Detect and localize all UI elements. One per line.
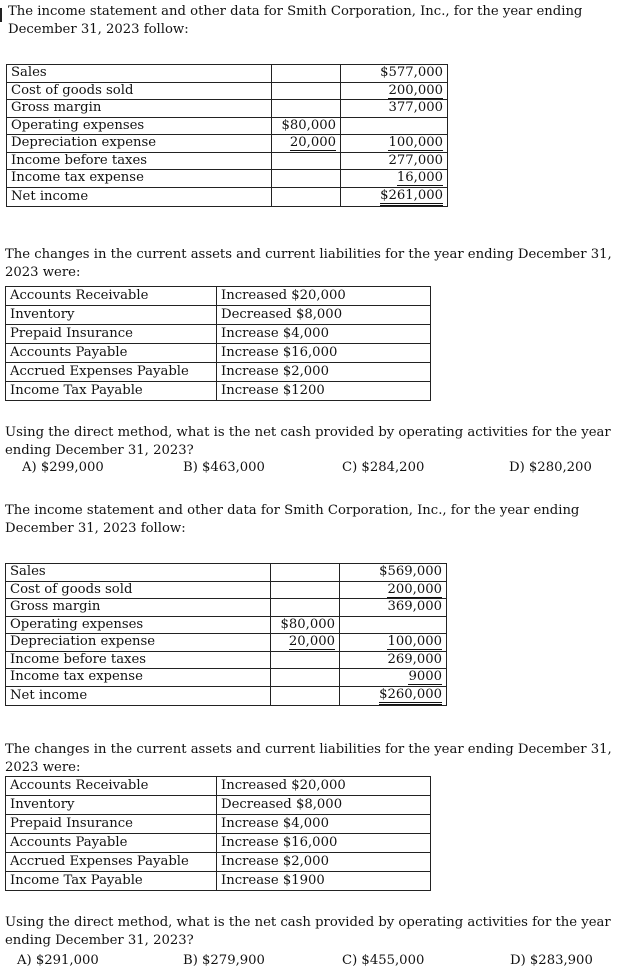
income-mid-value: 20,000 (288, 634, 335, 650)
changes-row (6, 872, 431, 891)
changes-row (6, 815, 431, 834)
change-item: Inventory (6, 306, 217, 325)
income-row (6, 599, 447, 617)
income-mid-value: 20,000 (289, 135, 336, 151)
option-b[interactable]: B) $279,900 (183, 953, 265, 968)
income-row (7, 117, 448, 135)
change-item: Inventory (6, 796, 217, 815)
income-row (6, 669, 447, 687)
problem-1-options (0, 460, 640, 478)
income-row (6, 686, 447, 705)
income-row (7, 187, 448, 206)
change-amount: Increase $4,000 (217, 325, 431, 344)
income-label: Operating expenses (10, 616, 144, 632)
change-item: Prepaid Insurance (6, 815, 217, 834)
option-b[interactable]: B) $463,000 (183, 460, 265, 475)
change-amount: Increase $16,000 (217, 344, 431, 363)
problem-1-income-statement (6, 64, 448, 207)
problem-2-question: Using the direct method, what is the net cash provided by operating activities for the year ending December 31, 2023? (5, 915, 611, 948)
income-label: Cost of goods sold (11, 82, 134, 98)
change-amount: Increased $20,000 (217, 287, 431, 306)
problem-1-intro: The income statement and other data for Smith Corporation, Inc., for the year ending December 31, 2023 follow: (8, 4, 583, 37)
option-c[interactable]: C) $284,200 (342, 460, 425, 475)
change-item: Accrued Expenses Payable (6, 363, 217, 382)
change-amount: Decreased $8,000 (217, 306, 431, 325)
problem-2-changes-table (5, 776, 431, 891)
income-right-value: $261,000 (380, 189, 443, 206)
income-label: Gross margin (10, 599, 101, 615)
change-amount: Increase $2,000 (217, 853, 431, 872)
income-right-value: 100,000 (388, 135, 443, 151)
income-row (6, 651, 447, 669)
changes-row (6, 853, 431, 872)
change-item: Accounts Payable (6, 344, 217, 363)
income-right-value: 200,000 (387, 581, 442, 597)
problem-1-question: Using the direct method, what is the net cash provided by operating activities for the year ending December 31, 2023? (5, 425, 611, 458)
option-d[interactable]: D) $280,200 (509, 460, 592, 475)
changes-row (6, 796, 431, 815)
income-right-value: $577,000 (380, 65, 443, 81)
income-mid-value: $80,000 (281, 117, 336, 133)
income-label: Income before taxes (10, 651, 147, 667)
income-label: Net income (11, 188, 89, 204)
income-label: Income tax expense (10, 669, 143, 685)
change-item: Prepaid Insurance (6, 325, 217, 344)
income-right-value: 377,000 (388, 100, 443, 116)
problem-2-changes-intro: The changes in the current assets and current liabilities for the year ending December 31, 2023 were: (5, 742, 612, 775)
income-right-value: 269,000 (387, 651, 442, 667)
option-d[interactable]: D) $283,900 (510, 953, 593, 968)
change-amount: Decreased $8,000 (217, 796, 431, 815)
change-amount: Increase $1200 (217, 382, 431, 401)
change-item: Accounts Payable (6, 834, 217, 853)
income-row (7, 170, 448, 188)
income-right-value: 277,000 (388, 152, 443, 168)
income-label: Net income (10, 687, 88, 703)
income-label: Sales (11, 65, 47, 81)
changes-row (6, 363, 431, 382)
income-label: Operating expenses (11, 117, 145, 133)
income-right-value: 9000 (408, 669, 442, 685)
option-c[interactable]: C) $455,000 (342, 953, 425, 968)
income-row (6, 616, 447, 634)
change-item: Accounts Receivable (6, 777, 217, 796)
changes-row (6, 382, 431, 401)
income-right-value: $569,000 (379, 564, 442, 580)
income-label: Depreciation expense (10, 634, 156, 650)
changes-row (6, 344, 431, 363)
change-item: Income Tax Payable (6, 382, 217, 401)
problem-2-options (0, 953, 640, 971)
income-right-value: 369,000 (387, 599, 442, 615)
margin-bar (0, 8, 2, 22)
change-item: Accounts Receivable (6, 287, 217, 306)
income-row (6, 634, 447, 652)
income-label: Sales (10, 564, 46, 580)
income-label: Income before taxes (11, 152, 148, 168)
problem-2-income-statement (5, 563, 447, 706)
change-amount: Increase $2,000 (217, 363, 431, 382)
income-mid-value: $80,000 (280, 616, 335, 632)
change-amount: Increase $4,000 (217, 815, 431, 834)
income-right-value: 100,000 (387, 634, 442, 650)
changes-row (6, 325, 431, 344)
income-row (7, 152, 448, 170)
income-right-value: 200,000 (388, 82, 443, 98)
income-label: Depreciation expense (11, 135, 157, 151)
changes-row (6, 834, 431, 853)
change-amount: Increased $20,000 (217, 777, 431, 796)
income-right-value: $260,000 (379, 688, 442, 705)
income-row (6, 564, 447, 582)
income-row (7, 135, 448, 153)
income-row (7, 65, 448, 83)
income-label: Cost of goods sold (10, 581, 133, 597)
problem-1-changes-intro: The changes in the current assets and current liabilities for the year ending December 31, 2023 were: (5, 247, 612, 280)
changes-row (6, 777, 431, 796)
income-label: Income tax expense (11, 170, 144, 186)
income-row (6, 581, 447, 599)
change-item: Income Tax Payable (6, 872, 217, 891)
option-a[interactable]: A) $299,000 (22, 460, 104, 475)
option-a[interactable]: A) $291,000 (17, 953, 99, 968)
changes-row (6, 287, 431, 306)
changes-row (6, 306, 431, 325)
change-amount: Increase $16,000 (217, 834, 431, 853)
problem-2-intro: The income statement and other data for Smith Corporation, Inc., for the year ending December 31, 2023 follow: (5, 503, 580, 536)
income-label: Gross margin (11, 100, 102, 116)
income-row (7, 82, 448, 100)
change-amount: Increase $1900 (217, 872, 431, 891)
change-item: Accrued Expenses Payable (6, 853, 217, 872)
income-row (7, 100, 448, 118)
problem-1-changes-table (5, 286, 431, 401)
income-right-value: 16,000 (396, 170, 443, 186)
